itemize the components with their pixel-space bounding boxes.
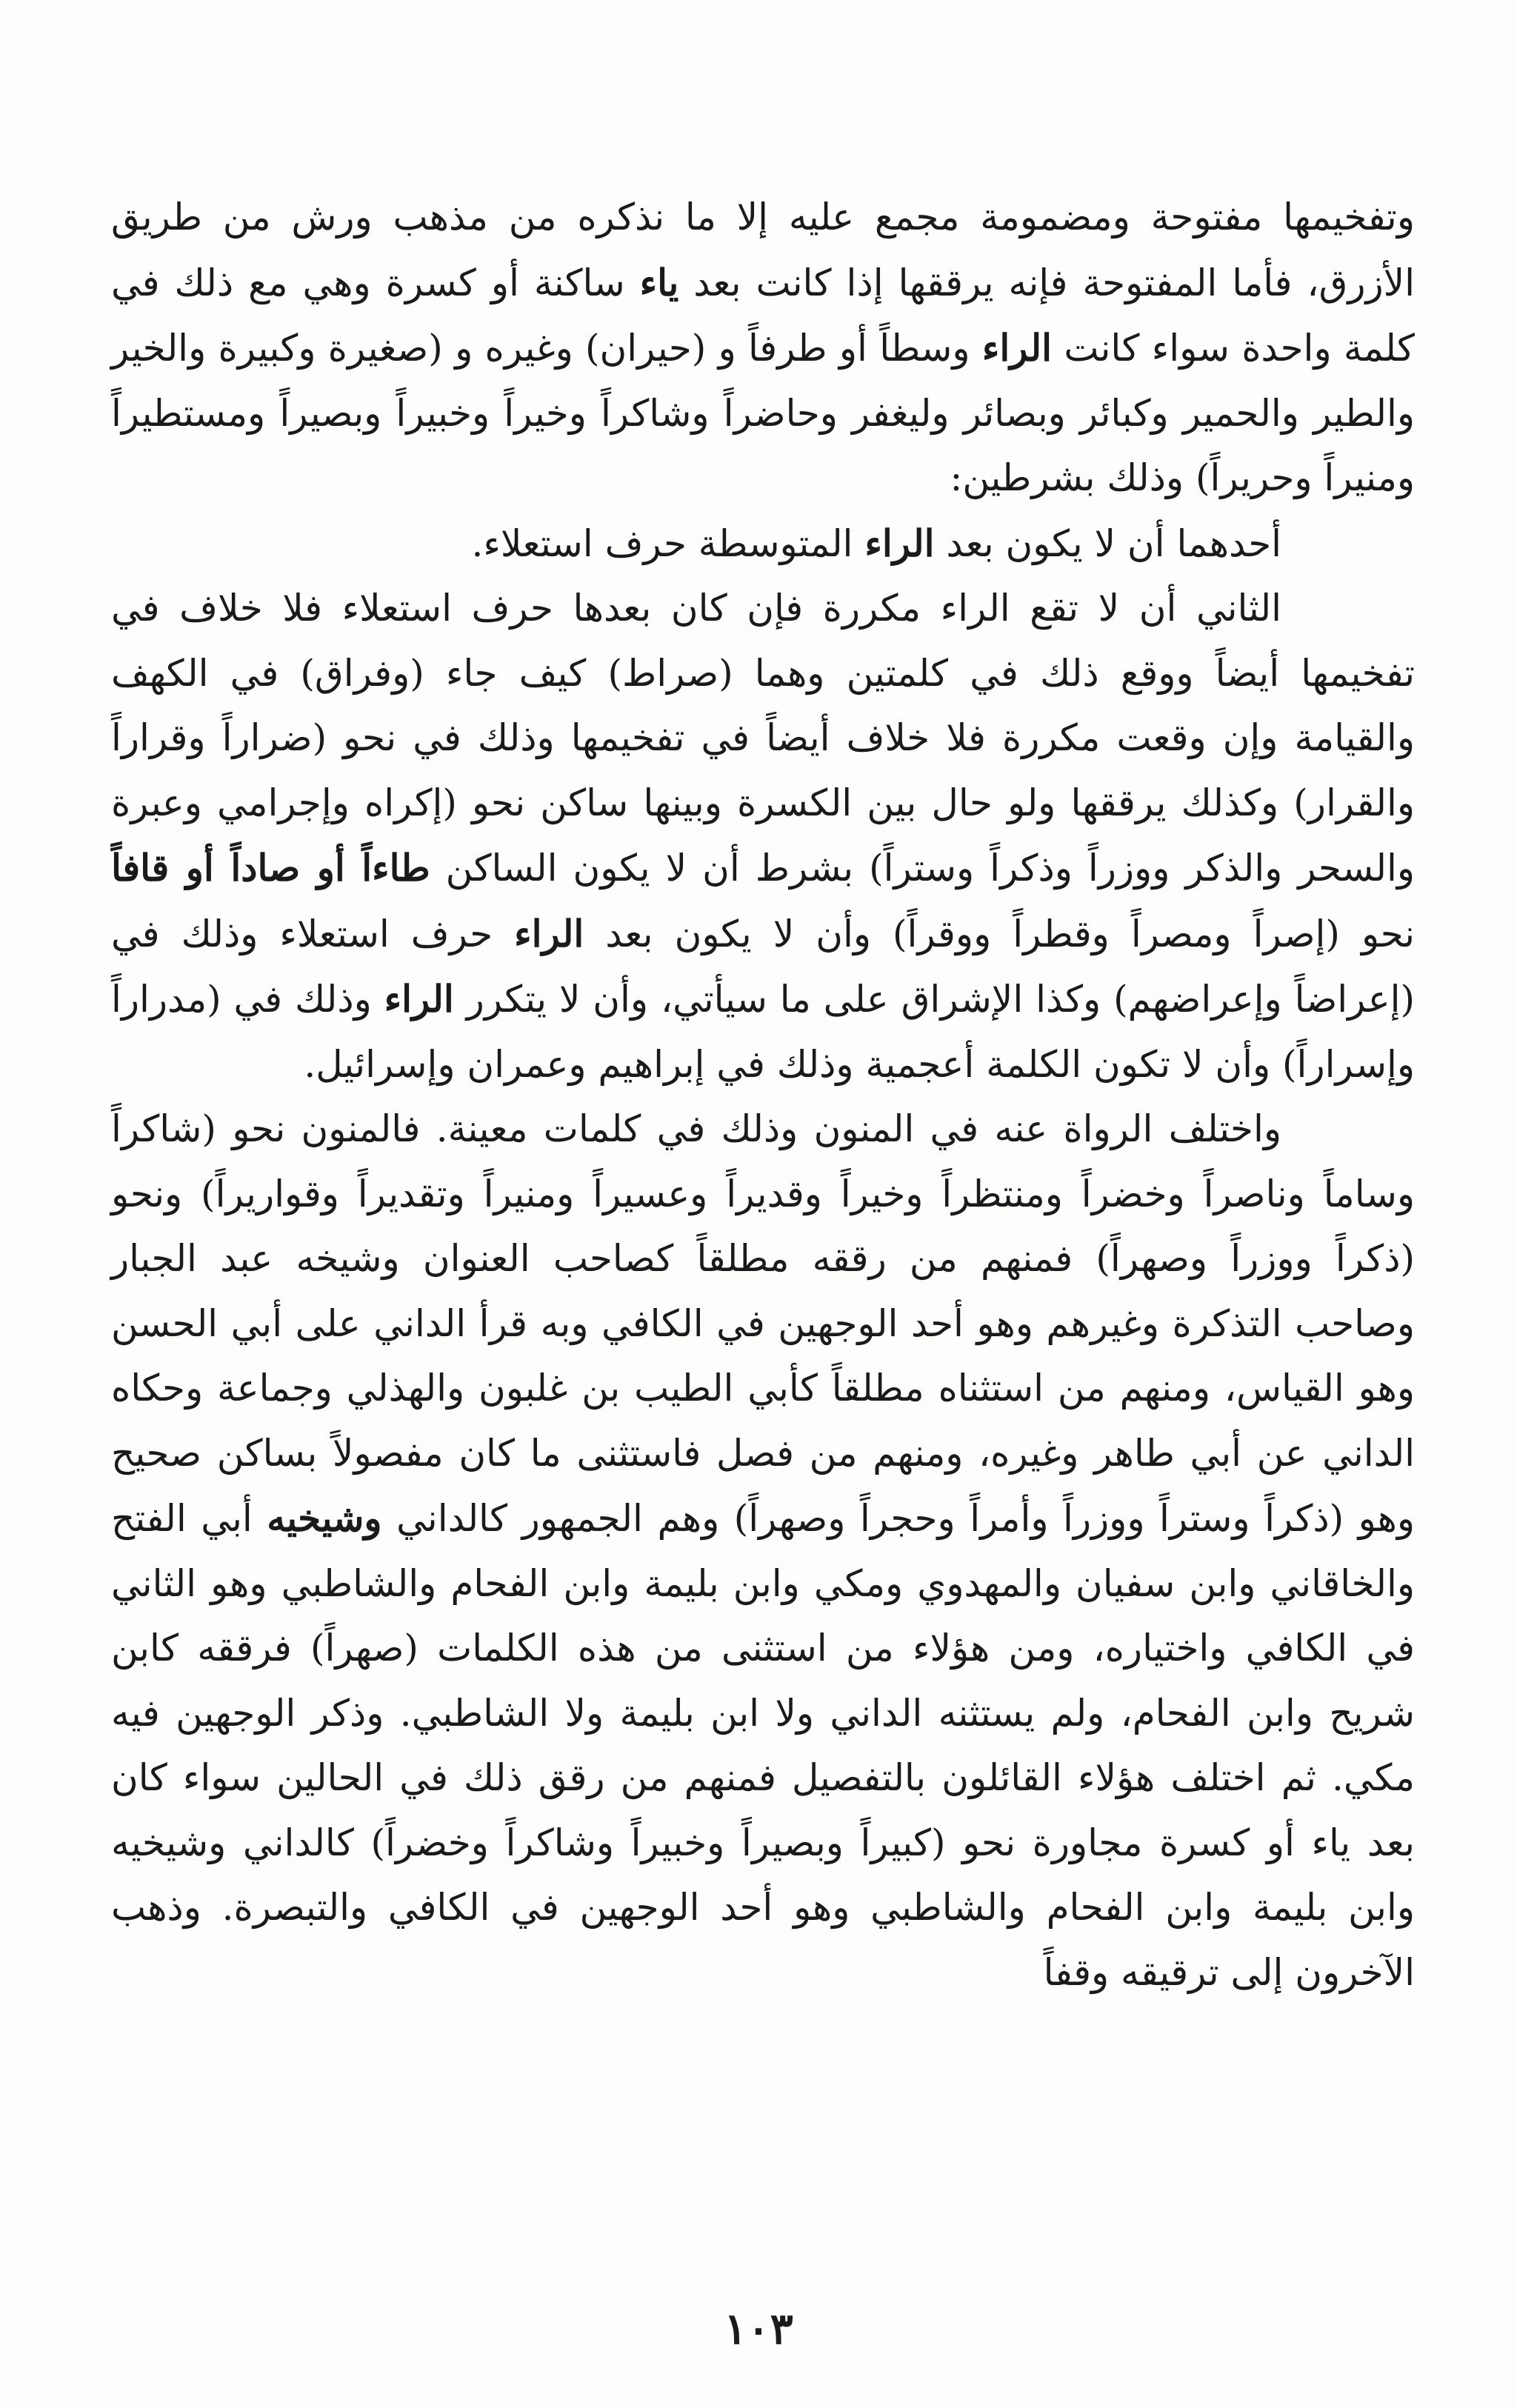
bold-term: الراء bbox=[864, 521, 935, 565]
paragraph: وتفخيمها مفتوحة ومضمومة مجمع عليه إلا ما نذكره من مذهب ورش من طريق الأزرق، فأما المفتوحة فإنه يرققها إذا كانت بعد ياء ساكنة أو كسرة وهي مع ذلك في كلمة واحدة سواء كانت الراء وسطاً أو طرفاً و (حيران) وغيره و (صغيرة وكبيرة والخير والطير والحمير وكبائر وبصائر وليغفر وحاضراً وشاكراً وخيراً وخبيراً وبصيراً ومستطيراً ومنيراً وحريراً) وذلك بشرطين: bbox=[111, 196, 1416, 499]
bold-term: الراء bbox=[981, 326, 1053, 370]
paragraph: واختلف الرواة عنه في المنون وذلك في كلمات معينة. فالمنون نحو (شاكراً وساماً وناصراً وخضراً ومنتظراً وخيراً وقديراً وعسيراً ومنيراً وتقديراً وقواريراً) ونحو (ذكراً ووزراً وصهراً) فمنهم من رققه مطلقاً كصاحب العنوان وشيخه عبد الجبار وصاحب التذكرة وغيرهم وهو أحد الوجهين في الكافي وبه قرأ الداني على أبي الحسن وهو القياس، ومنهم من استثناه مطلقاً كأبي الطيب بن غلبون والهذلي وجماعة وحكاه الداني عن أبي طاهر وغيره، ومنهم من فصل فاستثنى ما كان مفصولاً بساكن صحيح وهو (ذكراً وستراً ووزراً وأمراً وحجراً وصهراً) وهم الجمهور كالداني وشيخيه أبي الفتح والخاقاني وابن سفيان والمهدوي ومكي وابن بليمة وابن الفحام والشاطبي وهو الثاني في الكافي واختياره، ومن هؤلاء من استثنى من هذه الكلمات (صهراً) فرققه كابن شريح وابن الفحام، ولم يستثنه الداني ولا ابن بليمة ولا الشاطبي. وذكر الوجهين فيه مكي. ثم اختلف هؤلاء القائلون بالتفصيل فمنهم من رقق ذلك في الحالين سواء كان بعد ياء أو كسرة مجاورة نحو (كبيراً وبصيراً وخبيراً وشاكراً وخضراً) كالداني وشيخيه وابن بليمة وابن الفحام والشاطبي وهو أحد الوجهين في الكافي والتبصرة. وذهب الآخرون إلى ترقيقه وقفاً bbox=[111, 1107, 1415, 1994]
bold-term: طاءاً أو صاداً أو قافاً bbox=[111, 846, 430, 890]
bold-term: الراء bbox=[384, 977, 454, 1021]
body-text bbox=[111, 185, 1415, 2005]
bold-term: وشيخيه bbox=[267, 1496, 382, 1540]
paragraph: الثاني أن لا تقع الراء مكررة فإن كان بعدها حرف استعلاء فلا خلاف في تفخيمها أيضاً ووقع ذلك في كلمتين وهما (صراط) كيف جاء (وفراق) في الكهف والقيامة وإن وقعت مكررة فلا خلاف أيضاً في تفخيمها وذلك في نحو (ضراراً وقراراً والقرار) وكذلك يرققها ولو حال بين الكسرة وبينها ساكن نحو (إكراه وإجرامي وعبرة والسحر والذكر ووزراً وذكراً وستراً) بشرط أن لا يكون الساكن طاءاً أو صاداً أو قافاً نحو (إصراً ومصراً وقطراً ووقراً) وأن لا يكون بعد الراء حرف استعلاء وذلك في (إعراضاً وإعراضهم) وكذا الإشراق على ما سيأتي، وأن لا يتكرر الراء وذلك في (مدراراً وإسراراً) وأن لا تكون الكلمة أعجمية وذلك في إبراهيم وعمران وإسرائيل. bbox=[111, 587, 1416, 1086]
paragraph: أحدهما أن لا يكون بعد الراء المتوسطة حرف استعلاء. bbox=[471, 521, 1281, 565]
bold-term: ياء bbox=[639, 260, 679, 304]
page-number: ١٠٣ bbox=[724, 2304, 793, 2354]
bold-term: الراء bbox=[514, 911, 584, 955]
